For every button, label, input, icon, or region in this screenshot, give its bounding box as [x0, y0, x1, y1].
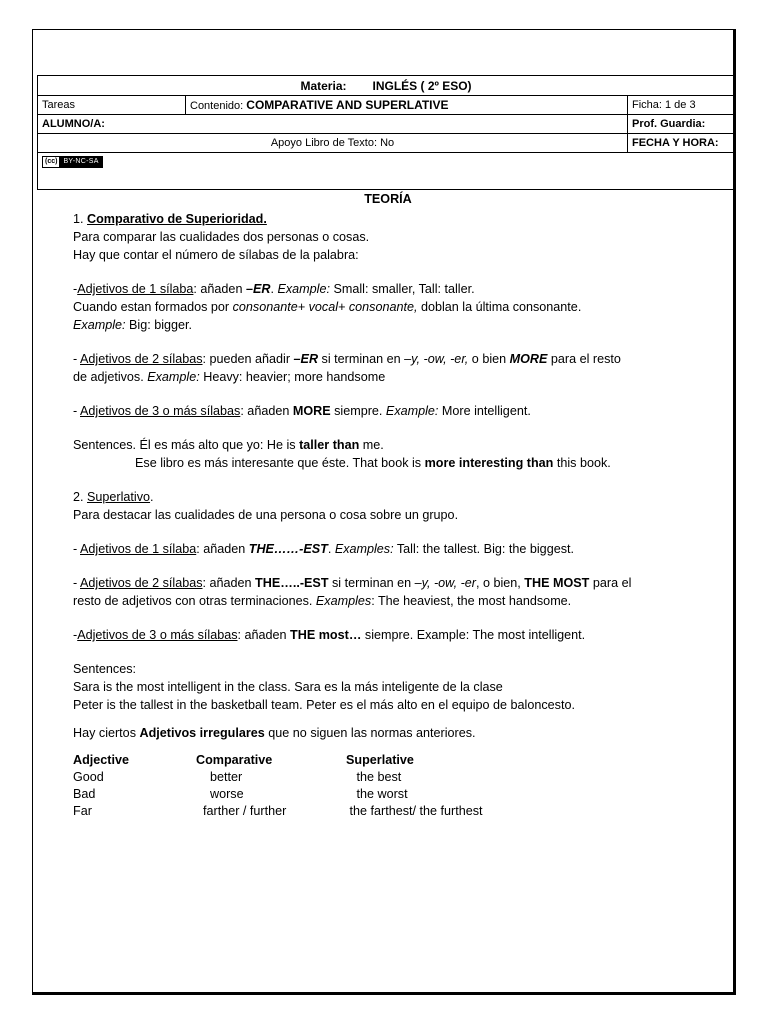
- column-header: Comparative: [196, 753, 273, 767]
- rule-2-syllable-example: de adjetivos. Example: Heavy: heavier; more handsome: [73, 370, 386, 384]
- table-row: [73, 786, 546, 803]
- rule-2-syllable-comparative: - Adjetivos de 2 sílabas: pueden añadir –ER si terminan en –y, -ow, -er, o bien MORE para el resto: [73, 352, 621, 366]
- section-1-title: 1. Comparativo de Superioridad.: [73, 212, 267, 226]
- materia-label: Materia:: [300, 78, 347, 93]
- table-cell: the worst: [346, 787, 408, 801]
- irregular-intro: Hay ciertos Adjetivos irregulares que no siguen las normas anteriores.: [73, 726, 476, 740]
- table-cell: the best: [346, 770, 402, 784]
- table-header-row: [73, 752, 546, 769]
- rule-1-syllable-doubling: Cuando estan formados por consonante+ vocal+ consonante, doblan la última consonante.: [73, 300, 582, 314]
- rule-1-syllable-example: Example: Big: bigger.: [73, 318, 193, 332]
- rule-1-syllable-comparative: -Adjetivos de 1 sílaba: añaden –ER. Example: Small: smaller, Tall: taller.: [73, 282, 475, 296]
- superlative-sentence-2: Peter is the tallest in the basketball team. Peter es el más alto en el equipo de baloncesto.: [73, 698, 575, 712]
- comparative-sentence-2: Ese libro es más interesante que éste. That book is more interesting than this book.: [135, 456, 611, 470]
- cc-license-badge: [42, 156, 103, 168]
- table-row: [73, 803, 546, 820]
- table-cell: Good: [73, 770, 104, 784]
- table-row: [73, 769, 546, 786]
- apoyo-cell: Apoyo Libro de Texto: No: [38, 134, 628, 153]
- contenido-cell: [186, 96, 628, 115]
- table-cell: better: [196, 770, 243, 784]
- license-type: BY-NC-SA: [60, 157, 101, 167]
- materia-value: INGLÉS ( 2º ESO): [372, 78, 472, 93]
- cc-icon: (cc): [43, 157, 60, 167]
- table-cell: the farthest/ the furthest: [346, 804, 483, 818]
- rule-2-syllable-superlative-example: resto de adjetivos con otras terminaciones. Examples: The heaviest, the most handsome.: [73, 594, 572, 608]
- ficha-cell: Ficha: 1 de 3: [628, 96, 735, 115]
- prof-guardia-cell: Prof. Guardia:: [628, 115, 735, 134]
- contenido-label: Contenido:: [190, 100, 244, 112]
- worksheet-header: [37, 75, 735, 190]
- theory-content: [73, 190, 713, 820]
- sentences-label: Sentences:: [73, 662, 137, 676]
- tareas-cell: Tareas: [38, 96, 186, 115]
- superlative-sentence-1: Sara is the most intelligent in the class. Sara es la más inteligente de la clase: [73, 680, 503, 694]
- fecha-hora-cell: FECHA Y HORA:: [628, 134, 735, 153]
- subject-cell: [38, 76, 735, 96]
- table-cell: Far: [73, 804, 92, 818]
- table-cell: Bad: [73, 787, 96, 801]
- rule-3-syllable-superlative: -Adjetivos de 3 o más sílabas: añaden THE most… siempre. Example: The most intelligent.: [73, 628, 586, 642]
- rule-2-syllable-superlative: - Adjetivos de 2 sílabas: añaden THE…..-EST si terminan en –y, -ow, -er, o bien, THE MOST para el: [73, 576, 632, 590]
- section-1-intro-1: Para comparar las cualidades dos personas o cosas.: [73, 230, 370, 244]
- column-header: Superlative: [346, 753, 414, 767]
- alumno-cell: ALUMNO/A:: [38, 115, 628, 134]
- comparative-sentence-1: Sentences. Él es más alto que yo: He is taller than me.: [73, 438, 384, 452]
- table-cell: worse: [196, 787, 244, 801]
- column-header: Adjective: [73, 753, 129, 767]
- irregular-adjectives-table: [73, 752, 546, 820]
- section-1-intro-2: Hay que contar el número de sílabas de la palabra:: [73, 248, 359, 262]
- rule-1-syllable-superlative: - Adjetivos de 1 sílaba: añaden THE……-EST. Examples: Tall: the tallest. Big: the biggest.: [73, 542, 574, 556]
- section-2-title: 2. Superlativo.: [73, 490, 154, 504]
- rule-3-syllable-comparative: - Adjetivos de 3 o más sílabas: añaden MORE siempre. Example: More intelligent.: [73, 404, 531, 418]
- contenido-value: COMPARATIVE AND SUPERLATIVE: [246, 98, 449, 112]
- license-cell: [38, 153, 735, 190]
- teoria-heading: TEORÍA: [364, 192, 412, 206]
- section-2-intro: Para destacar las cualidades de una persona o cosa sobre un grupo.: [73, 508, 459, 522]
- table-cell: farther / further: [196, 804, 287, 818]
